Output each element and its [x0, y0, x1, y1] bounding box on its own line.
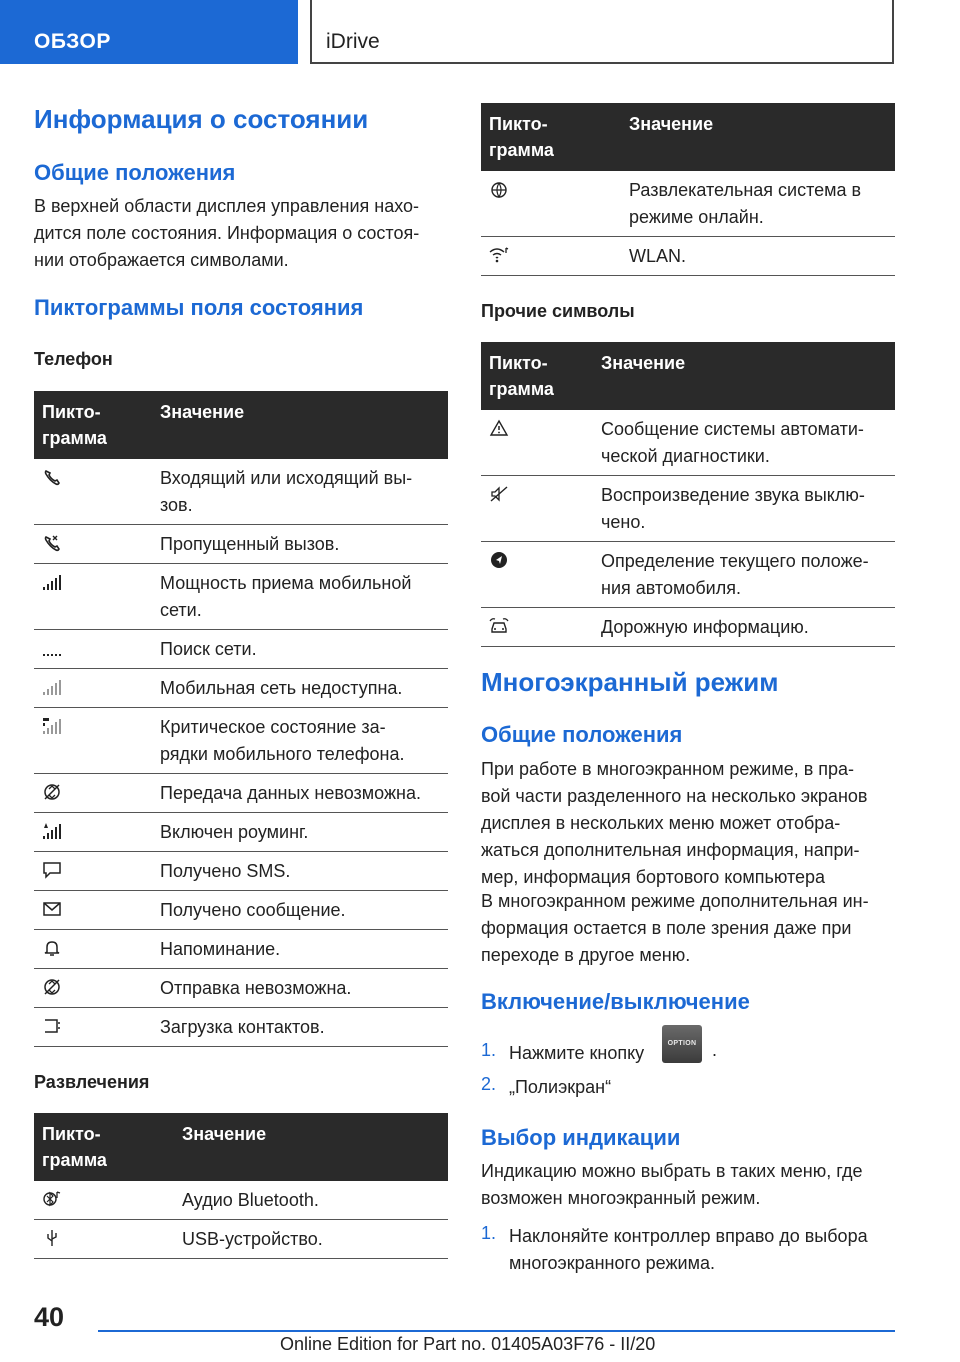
step-text-after: . — [712, 1040, 718, 1060]
header-line: Пикто- — [42, 1124, 101, 1144]
text-line: нии отображается символами. — [34, 250, 289, 270]
onoff-heading: Включение/выключение — [481, 989, 750, 1014]
table-row — [34, 969, 448, 1008]
row-text: Поиск сети. — [160, 639, 257, 659]
table-row — [34, 774, 448, 813]
header-line: грамма — [489, 140, 554, 160]
row-text: Напоминание. — [160, 939, 281, 959]
message-icon — [42, 900, 62, 918]
header-line: грамма — [42, 1150, 107, 1170]
pictogram-heading: Пиктограммы поля состояния — [34, 295, 364, 320]
table-row — [34, 852, 448, 891]
table-row — [34, 630, 448, 669]
entertainment-table-continued — [481, 103, 895, 276]
page-title: Информация о состоянии — [34, 104, 369, 134]
table-row — [34, 813, 448, 852]
phone-call-icon — [42, 468, 62, 486]
col-pictogram — [481, 342, 593, 410]
text-line: Индикацию можно выбрать в таких меню, где — [481, 1161, 863, 1181]
step-number: 1. — [481, 1223, 497, 1243]
footer-divider — [98, 1330, 895, 1332]
table-row — [34, 1008, 448, 1047]
text-line: вой части разделенного на несколько экранов — [481, 786, 868, 806]
table-row — [34, 459, 448, 525]
row-text: Передача данных невозможна. — [160, 783, 421, 803]
edition-text: Online Edition for Part no. 01405A03F76 - II/20 — [280, 1334, 656, 1354]
signal-strength-icon — [42, 573, 62, 591]
row-text: USB-устройство. — [182, 1229, 323, 1249]
table-row — [481, 476, 895, 542]
row-text: Сообщение системы автомати- — [601, 419, 864, 439]
table-row — [34, 1220, 448, 1259]
low-battery-signal-icon — [42, 717, 62, 735]
table-header — [481, 342, 895, 410]
roaming-icon — [42, 822, 62, 840]
sms-icon — [42, 861, 62, 879]
step-text: Нажмите кнопку — [509, 1043, 645, 1063]
row-text: Мощность приема мобильной — [160, 573, 412, 593]
text-line: мер, информация бортового компьютера — [481, 867, 826, 887]
row-text: зов. — [160, 495, 193, 515]
header-line: Пикто- — [42, 402, 101, 422]
table-row — [34, 891, 448, 930]
other-symbols-table — [481, 342, 895, 647]
col-meaning: Значение — [174, 1113, 448, 1181]
multiscreen-text-2 — [481, 888, 869, 969]
select-display-heading: Выбор индикации — [481, 1125, 681, 1150]
col-pictogram — [481, 103, 621, 171]
table-row — [34, 1181, 448, 1220]
table-row — [34, 669, 448, 708]
entertainment-heading: Развлечения — [34, 1072, 150, 1092]
row-text: режиме онлайн. — [629, 207, 764, 227]
text-line: переходе в другое меню. — [481, 945, 691, 965]
table-row — [34, 525, 448, 564]
row-text: Дорожную информацию. — [601, 617, 809, 637]
row-text: Критическое состояние за- — [160, 717, 386, 737]
row-text: Мобильная сеть недоступна. — [160, 678, 403, 698]
table-row — [481, 542, 895, 608]
table-row — [34, 930, 448, 969]
entertainment-table — [34, 1113, 448, 1259]
row-text: Пропущенный вызов. — [160, 534, 340, 554]
row-text: Аудио Bluetooth. — [182, 1190, 319, 1210]
header-line: Пикто- — [489, 114, 548, 134]
table-header — [34, 391, 448, 459]
chapter-label: iDrive — [326, 30, 380, 53]
bell-icon — [42, 939, 62, 957]
step-text: „Полиэкран“ — [509, 1077, 612, 1097]
row-text: чено. — [601, 512, 646, 532]
row-text: ния автомобиля. — [601, 578, 741, 598]
step-item — [481, 1074, 895, 1102]
location-icon — [489, 551, 509, 569]
network-search-icon — [42, 639, 62, 657]
bluetooth-audio-icon — [42, 1190, 62, 1208]
multiscreen-title: Многоэкранный режим — [481, 667, 779, 697]
phone-heading: Телефон — [34, 349, 113, 369]
warning-triangle-icon — [489, 419, 509, 437]
header-line: грамма — [42, 428, 107, 448]
row-text: ческой диагностики. — [601, 446, 770, 466]
table-row — [34, 564, 448, 630]
col-meaning: Значение — [152, 391, 448, 459]
mute-icon — [489, 485, 509, 503]
table-row — [481, 608, 895, 647]
section-tab[interactable] — [0, 0, 298, 64]
onoff-steps — [481, 1040, 895, 1110]
header-line: грамма — [489, 379, 554, 399]
table-header — [481, 103, 895, 171]
table-row — [481, 237, 895, 276]
text-line: В верхней области дисплея управления нахо- — [34, 196, 420, 216]
row-text: рядки мобильного телефона. — [160, 744, 405, 764]
text-line: жаться дополнительная информация, напри- — [481, 840, 860, 860]
text-line: возможен многоэкранный режим. — [481, 1188, 761, 1208]
row-text: Получено сообщение. — [160, 900, 346, 920]
row-text: Определение текущего положе- — [601, 551, 869, 571]
other-symbols-heading: Прочие символы — [481, 301, 635, 321]
no-data-icon — [42, 783, 62, 801]
col-meaning: Значение — [621, 103, 895, 171]
general-heading: Общие положения — [34, 160, 236, 185]
general-text — [34, 193, 419, 274]
multiscreen-text-1 — [481, 756, 867, 891]
step-item — [481, 1040, 895, 1068]
step-text — [509, 1223, 868, 1277]
text-line: В многоэкранном режиме дополнительная ин- — [481, 891, 869, 911]
missed-call-icon — [42, 534, 62, 552]
section-label: ОБЗОР — [34, 30, 111, 53]
multiscreen-general-heading: Общие положения — [481, 722, 683, 747]
table-header — [34, 1113, 448, 1181]
row-text: Развлекательная система в — [629, 180, 862, 200]
step-number: 1. — [481, 1040, 497, 1060]
traffic-info-icon — [489, 617, 509, 635]
row-text: Включен роуминг. — [160, 822, 309, 842]
col-pictogram — [34, 1113, 174, 1181]
col-meaning: Значение — [593, 342, 895, 410]
header-line: Пикто- — [489, 353, 548, 373]
usb-icon — [42, 1229, 62, 1247]
row-text: Воспроизведение звука выклю- — [601, 485, 865, 505]
row-text: сети. — [160, 600, 202, 620]
step-number: 2. — [481, 1074, 497, 1094]
text-line: дисплея в нескольких меню может отобра- — [481, 813, 841, 833]
col-pictogram — [34, 391, 152, 459]
text-line: формация остается в поле зрения даже при — [481, 918, 852, 938]
table-row — [481, 171, 895, 237]
online-entertainment-icon — [489, 180, 509, 198]
text-line: При работе в многоэкранном режиме, в пра- — [481, 759, 855, 779]
select-display-text — [481, 1158, 862, 1212]
page-number: 40 — [34, 1302, 65, 1332]
no-network-icon — [42, 678, 62, 696]
table-row — [34, 708, 448, 774]
send-failed-icon — [42, 978, 62, 996]
row-text: Получено SMS. — [160, 861, 291, 881]
row-text: Входящий или исходящий вы- — [160, 468, 413, 488]
table-row — [481, 410, 895, 476]
text-line: многоэкранного режима. — [509, 1253, 715, 1273]
contacts-download-icon — [42, 1017, 62, 1035]
phone-table — [34, 391, 448, 1047]
wlan-icon — [489, 246, 509, 264]
text-line: дится поле состояния. Информация о состоя- — [34, 223, 420, 243]
select-steps — [481, 1223, 895, 1283]
row-text: WLAN. — [629, 246, 687, 266]
row-text: Загрузка контактов. — [160, 1017, 325, 1037]
row-text: Отправка невозможна. — [160, 978, 352, 998]
text-line: Наклоняйте контроллер вправо до выбора — [509, 1226, 868, 1246]
option-button[interactable]: OPTION — [662, 1025, 702, 1063]
chapter-tab — [310, 0, 894, 64]
